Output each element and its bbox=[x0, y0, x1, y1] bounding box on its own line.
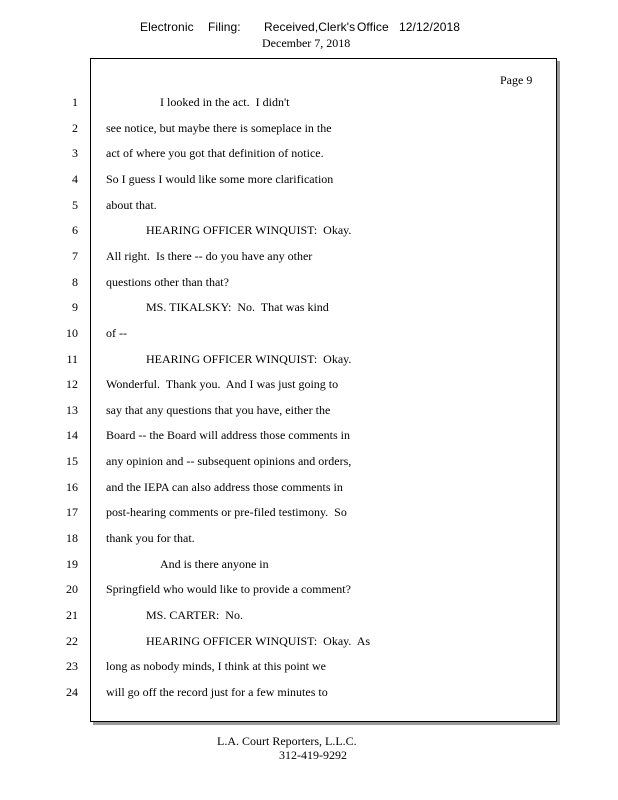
line-number: 22 bbox=[66, 633, 78, 648]
line-number: 7 bbox=[72, 248, 78, 263]
line-text: Board -- the Board will address those comments in bbox=[106, 428, 350, 443]
transcript-line bbox=[0, 300, 618, 320]
transcript-line bbox=[0, 95, 618, 115]
transcript-line bbox=[0, 531, 618, 551]
transcript-line bbox=[0, 352, 618, 372]
transcript-line bbox=[0, 326, 618, 346]
transcript-line bbox=[0, 377, 618, 397]
line-number: 24 bbox=[66, 684, 78, 699]
line-number: 11 bbox=[66, 351, 78, 366]
line-number: 9 bbox=[72, 300, 78, 315]
stamp-word-filing: Filing: bbox=[208, 20, 241, 34]
reporter-phone: 312-419-9292 bbox=[279, 748, 347, 762]
line-text: Wonderful. Thank you. And I was just going to bbox=[106, 377, 339, 392]
transcript-line bbox=[0, 172, 618, 192]
line-number: 2 bbox=[72, 120, 78, 135]
transcript-line bbox=[0, 249, 618, 269]
line-text: see notice, but maybe there is someplace in the bbox=[106, 120, 332, 135]
line-text: long as nobody minds, I think at this point we bbox=[106, 659, 326, 674]
line-number: 1 bbox=[72, 95, 78, 109]
reporter-company: L.A. Court Reporters, L.L.C. bbox=[217, 734, 357, 748]
line-number: 20 bbox=[66, 582, 78, 597]
line-text: and the IEPA can also address those comments in bbox=[106, 479, 343, 494]
line-number: 8 bbox=[72, 274, 78, 289]
line-text: And is there anyone in bbox=[160, 556, 269, 571]
transcript-line bbox=[0, 557, 618, 577]
transcript-line bbox=[0, 659, 618, 679]
stamp-word-received: Received,Clerk's bbox=[264, 20, 356, 34]
transcript-line bbox=[0, 146, 618, 166]
line-text: act of where you got that definition of notice. bbox=[106, 146, 324, 161]
line-number: 12 bbox=[66, 377, 78, 392]
hearing-date: December 7, 2018 bbox=[262, 36, 351, 50]
line-number: 15 bbox=[66, 454, 78, 469]
line-text: post-hearing comments or pre-filed testimony. So bbox=[106, 505, 347, 520]
page-number: Page 9 bbox=[500, 73, 533, 87]
line-number: 18 bbox=[66, 531, 78, 546]
line-text: thank you for that. bbox=[106, 531, 195, 546]
line-number: 23 bbox=[66, 659, 78, 674]
line-text: about that. bbox=[106, 197, 157, 212]
line-text: So I guess I would like some more clarification bbox=[106, 171, 334, 186]
stamp-word-office: Office bbox=[357, 20, 389, 34]
line-number: 16 bbox=[66, 479, 78, 494]
transcript-line bbox=[0, 198, 618, 218]
transcript-line bbox=[0, 685, 618, 705]
line-number: 17 bbox=[66, 505, 78, 520]
line-text: HEARING OFFICER WINQUIST: Okay. bbox=[146, 351, 352, 366]
line-text: HEARING OFFICER WINQUIST: Okay. bbox=[146, 223, 352, 238]
line-number: 5 bbox=[72, 197, 78, 212]
transcript-line bbox=[0, 428, 618, 448]
transcript-line bbox=[0, 121, 618, 141]
transcript-line bbox=[0, 223, 618, 243]
line-text: All right. Is there -- do you have any other bbox=[106, 248, 313, 263]
line-text: MS. TIKALSKY: No. That was kind bbox=[146, 300, 329, 315]
transcript-line bbox=[0, 454, 618, 474]
line-text: of -- bbox=[106, 325, 127, 340]
line-number: 4 bbox=[72, 171, 78, 186]
stamp-date: 12/12/2018 bbox=[399, 20, 461, 34]
line-number: 3 bbox=[72, 146, 78, 161]
line-number: 10 bbox=[66, 325, 78, 340]
transcript-line bbox=[0, 480, 618, 500]
line-number: 21 bbox=[66, 608, 78, 622]
transcript-line bbox=[0, 608, 618, 628]
line-text: Springfield who would like to provide a comment? bbox=[106, 582, 351, 597]
line-text: will go off the record just for a few minutes to bbox=[106, 684, 328, 699]
line-number: 6 bbox=[72, 223, 78, 238]
line-text: say that any questions that you have, either the bbox=[106, 402, 331, 417]
transcript-line bbox=[0, 505, 618, 525]
transcript-line bbox=[0, 582, 618, 602]
line-text: questions other than that? bbox=[106, 274, 229, 289]
transcript-line bbox=[0, 275, 618, 295]
transcript-line bbox=[0, 634, 618, 654]
line-number: 14 bbox=[66, 428, 78, 443]
line-text: any opinion and -- subsequent opinions and orders, bbox=[106, 454, 352, 469]
line-text: I looked in the act. I didn't bbox=[160, 95, 290, 109]
line-text: MS. CARTER: No. bbox=[146, 608, 243, 622]
stamp-word-electronic: Electronic bbox=[140, 20, 194, 34]
transcript-line bbox=[0, 403, 618, 423]
line-number: 13 bbox=[66, 402, 78, 417]
line-number: 19 bbox=[66, 556, 78, 571]
line-text: HEARING OFFICER WINQUIST: Okay. As bbox=[146, 633, 371, 648]
